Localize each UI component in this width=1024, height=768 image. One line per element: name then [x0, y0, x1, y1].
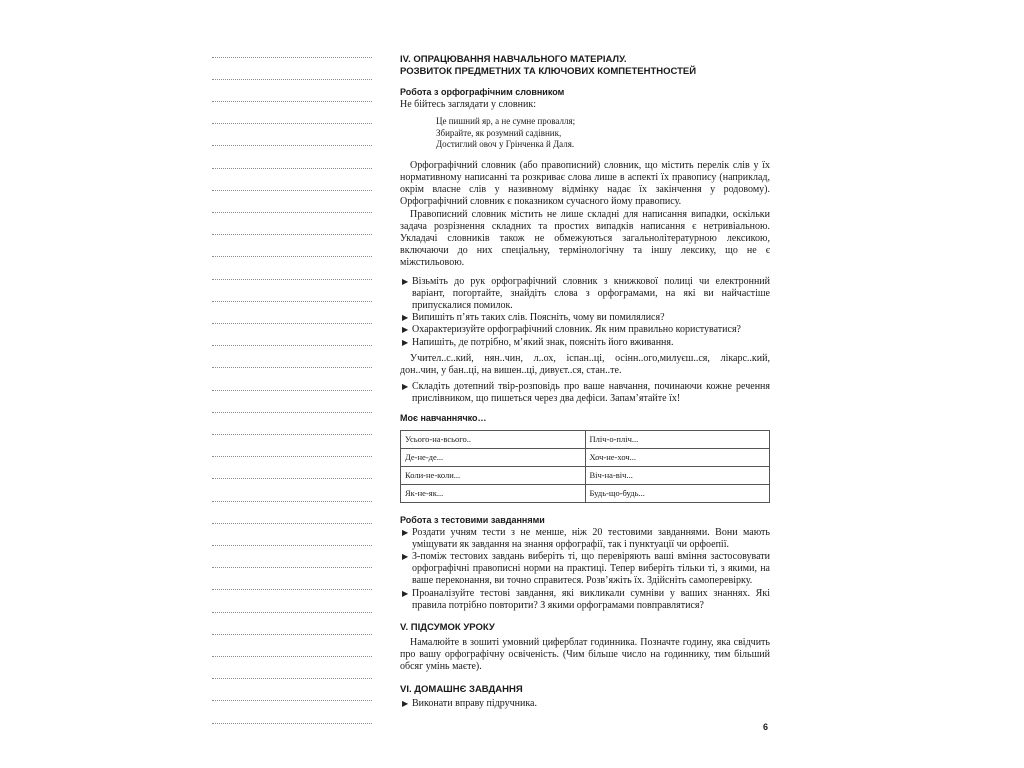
note-line [212, 523, 372, 524]
note-line [212, 234, 372, 235]
table-row [401, 448, 770, 466]
task-list-1 [400, 276, 770, 349]
page-content [400, 54, 770, 710]
note-line [212, 501, 372, 502]
adverbs-table [400, 430, 770, 503]
section-4-title-line-1: IV. ОПРАЦЮВАННЯ НАВЧАЛЬНОГО МАТЕРІАЛУ. [400, 54, 627, 65]
table-row [401, 466, 770, 484]
triangle-right-icon: ▶ [402, 588, 409, 598]
my-study-heading: Моє навчаннячко… [400, 412, 487, 423]
table-cell: Хоч-не-хоч... [585, 448, 770, 466]
task-text: Охарактеризуйте орфографічний словник. Як ним правильно користуватися? [412, 324, 741, 336]
note-line [212, 456, 372, 457]
note-line [212, 478, 372, 479]
note-line [212, 723, 372, 724]
triangle-right-icon: ▶ [402, 276, 409, 286]
paragraph-1: Орфографічний словник (або правописний) словник, що містить перелік слів у їх нормативному написанні та розкриває слова лише в аспекті їх правопису (наприклад, окрім власне слів у називному відмінку надає їх закінчення у родовому). Орфографічний словник є показником сучасного йому правопису. [400, 159, 770, 208]
task-text: Випишіть п’ять таких слів. Поясніть, чому ви помилялися? [412, 312, 665, 324]
task-text: Виконати вправу підручника. [412, 697, 537, 709]
page-number: 6 [763, 722, 769, 732]
triangle-right-icon: ▶ [402, 527, 409, 537]
note-line [212, 612, 372, 613]
note-line [212, 190, 372, 191]
note-line [212, 545, 372, 546]
task-item [400, 381, 770, 405]
note-line [212, 79, 372, 80]
dictionary-heading: Робота з орфографічним словником [400, 87, 565, 97]
note-line [212, 256, 372, 257]
task-item [400, 527, 770, 551]
task-item [400, 551, 770, 588]
triangle-right-icon: ▶ [402, 698, 409, 708]
dictionary-lead: Не бійтесь заглядати у словник: [400, 99, 536, 110]
note-line [212, 367, 372, 368]
note-line [212, 57, 372, 58]
section-4-title-line-2: РОЗВИТОК ПРЕДМЕТНИХ ТА КЛЮЧОВИХ КОМПЕТЕНТНОСТЕЙ [400, 66, 697, 77]
table-cell: Будь-що-будь... [585, 484, 770, 502]
note-line [212, 145, 372, 146]
note-line [212, 323, 372, 324]
table-cell: Усього-на-всього.. [401, 430, 586, 448]
note-line [212, 567, 372, 568]
note-line [212, 634, 372, 635]
task-item [400, 337, 770, 349]
note-line [212, 101, 372, 102]
triangle-right-icon: ▶ [402, 337, 409, 347]
note-line [212, 412, 372, 413]
notes-margin [212, 48, 372, 738]
task-text: З-поміж тестових завдань виберіть ті, що перевіряють ваші вміння застосовувати орфографічні правописні норми на практиці. Тепер виберіть тільки ті, з якими, на ваше переконання, ви точно справитеся. Розв’яжіть їх. Здійсніть самоперевірку. [412, 550, 770, 587]
task-text: Роздати учням тести з не менше, ніж 20 тестовими завданнями. Вони мають уміщувати як завдання на знання орфографії, так і пунктуації чи орфоепії. [412, 526, 770, 550]
note-line [212, 656, 372, 657]
task-item [400, 324, 770, 336]
poem-line: Достиглий овоч у Грінченка й Даля. [436, 139, 575, 150]
table-cell: Пліч-о-пліч... [585, 430, 770, 448]
poem-line: Збирайте, як розумний садівник, [436, 127, 562, 138]
task-text: Проаналізуйте тестові завдання, які викликали сумніви у ваших знаннях. Які правила потрібно повторити? З якими орфограмами повправлятися? [412, 587, 770, 611]
section-6-title: VI. ДОМАШНЄ ЗАВДАННЯ [400, 683, 523, 695]
task-text: Складіть дотепний твір-розповідь про ваше навчання, починаючи кожне речення прислівником, що пишеться через два дефіси. Запам’ятайте їх! [412, 381, 770, 405]
triangle-right-icon: ▶ [402, 313, 409, 323]
soft-sign-words: Учител..с..кий, нян..чин, л..ох, іспан..ці, осінн..ого,милуєш..ся, лікарс..кий, дон..чин, у бан..ці, на вишен..ці, дивуєт..ся, стан..те. [400, 352, 770, 376]
note-line [212, 168, 372, 169]
note-line [212, 123, 372, 124]
tests-heading: Робота з тестовими завданнями [400, 514, 545, 525]
task-item [400, 276, 770, 313]
note-line [212, 301, 372, 302]
section-5-title: V. ПІДСУМОК УРОКУ [400, 621, 495, 633]
poem [436, 116, 770, 151]
task-item [400, 588, 770, 612]
table-cell: Де-не-де... [401, 448, 586, 466]
test-task-list [400, 527, 770, 612]
note-line [212, 212, 372, 213]
triangle-right-icon: ▶ [402, 551, 409, 561]
table-row [401, 484, 770, 502]
task-text: Візьміть до рук орфографічний словник з книжкової полиці чи електронний варіант, погортайте, знайдіть слова з орфограмами, на які ви найчастіше припускалися помилок. [412, 275, 770, 311]
triangle-right-icon: ▶ [402, 325, 409, 335]
note-line [212, 279, 372, 280]
section-5-text: Намалюйте в зошиті умовний циферблат годинника. Позначте годину, яка свідчить про вашу орфографічну освіченість. (Чим більше число на годиннику, тим більший обсяг умінь маєте). [400, 636, 770, 673]
note-line [212, 589, 372, 590]
task-item [400, 312, 770, 324]
table-row [401, 430, 770, 448]
note-line [212, 700, 372, 701]
table-cell: Коли-не-коли... [401, 466, 586, 484]
triangle-right-icon: ▶ [402, 382, 409, 392]
table-cell: Як-не-як... [401, 484, 586, 502]
note-line [212, 678, 372, 679]
note-line [212, 345, 372, 346]
task-item [400, 698, 770, 710]
paragraph-2: Правописний словник містить не лише складні для написання випадки, оскільки задача розрізнення складних та простих випадків написання є нетривіальною. Укладачі словників також не обмежуються загальнолітературною лексикою, включаючи до них спеціальну, термінологічну та іншу лексику, що не є міжстильовою. [400, 208, 770, 269]
note-line [212, 434, 372, 435]
task-text: Напишіть, де потрібно, м’який знак, поясніть його вживання. [412, 336, 674, 348]
poem-line: Це пишний яр, а не сумне провалля; [436, 116, 576, 127]
note-line [212, 390, 372, 391]
table-cell: Віч-на-віч... [585, 466, 770, 484]
